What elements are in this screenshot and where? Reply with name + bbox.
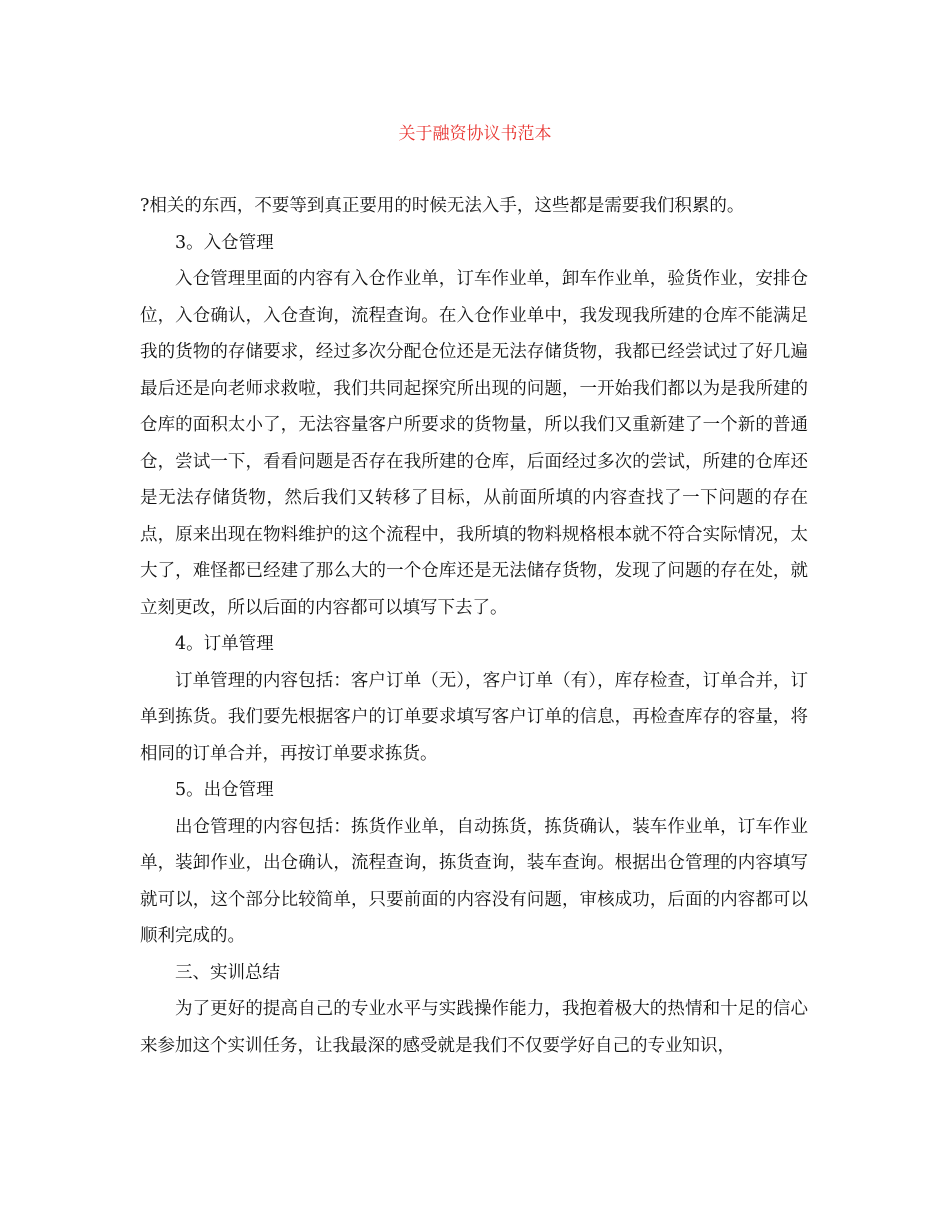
paragraph-order-management: 订单管理的内容包括：客户订单（无），客户订单（有），库存检查，订单合并，订单到拣货。我们要先根据客户的订单要求填写客户订单的信息，再检查库存的容量，将相同的订单合并，再按订单要求拣货。 (140, 670, 808, 764)
paragraph-training-summary: 为了更好的提高自己的专业水平与实践操作能力，我抱着极大的热情和十足的信心来参加这个实训任务，让我最深的感受就是我们不仅要学好自己的专业知识， (140, 999, 808, 1056)
paragraph-outbound-management: 出仓管理的内容包括：拣货作业单，自动拣货，拣货确认，装车作业单，订车作业单，装卸作业，出仓确认，流程查询，拣货查询，装车查询。根据出仓管理的内容填写就可以，这个部分比较简单，只要前面的内容没有问题，审核成功，后面的内容都可以顺利完成的。 (140, 816, 808, 946)
heading-order-management: 4。订单管理 (175, 634, 274, 654)
heading-inbound-management: 3。入仓管理 (175, 232, 274, 253)
document-title: 关于融资协议书范本 (398, 124, 552, 144)
heading-outbound-management: 5。出仓管理 (175, 780, 274, 800)
document-body (140, 188, 808, 1064)
paragraph-inbound-management: 入仓管理里面的内容有入仓作业单，订车作业单，卸车作业单，验货作业，安排仓位，入仓确认，入仓查询，流程查询。在入仓作业单中，我发现我所建的仓库不能满足我的货物的存储要求，经过多次分配仓位还是无法存储货物，我都已经尝试过了好几遍最后还是向老师求救啦，我们共同起探究所出现的问题，一开始我们都以为是我所建的仓库的面积太小了，无法容量客户所要求的货物量，所以我们又重新建了一个新的普通仓，尝试一下，看看问题是否存在我所建的仓库，后面经过多次的尝试，所建的仓库还是无法存储货物，然后我们又转移了目标，从前面所填的内容查找了一下问题的存在点，原来出现在物料维护的这个流程中，我所填的物料规格根本就不符合实际情况，太大了，难怪都已经建了那么大的一个仓库还是无法储存货物，发现了问题的存在处，就立刻更改，所以后面的内容都可以填写下去了。 (140, 269, 808, 618)
paragraph-continuation: ?相关的东西，不要等到真正要用的时候无法入手，这些都是需要我们积累的。 (140, 196, 745, 216)
heading-training-summary: 三、实训总结 (175, 962, 280, 983)
